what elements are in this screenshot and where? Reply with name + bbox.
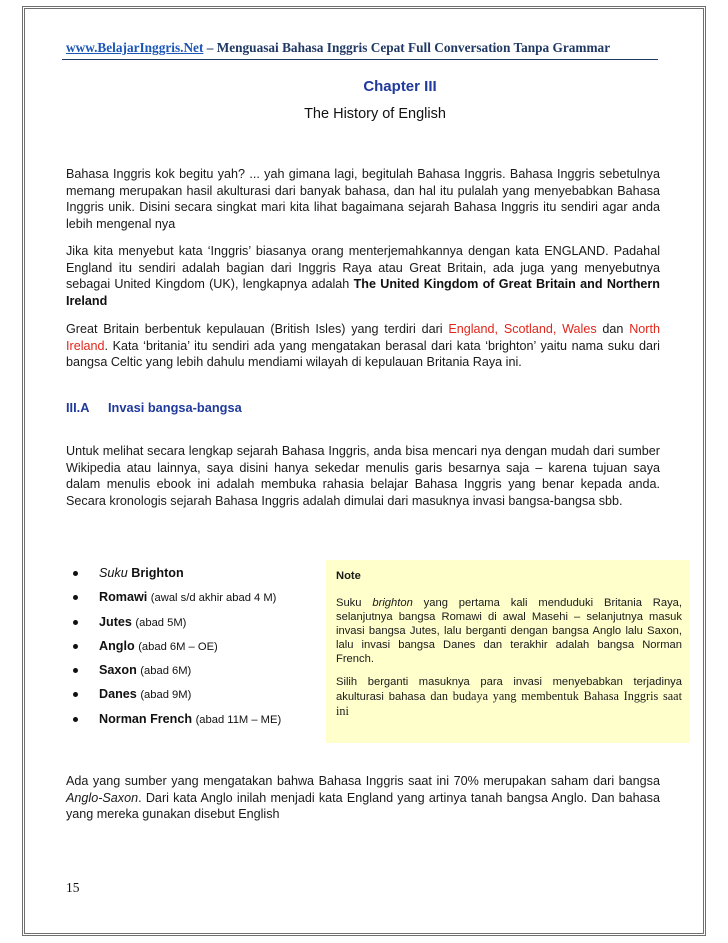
section-title: Invasi bangsa-bangsa [108, 400, 242, 415]
site-link[interactable]: www.BelajarInggris.Net [66, 40, 204, 55]
bullet-icon [73, 668, 78, 673]
note-p2-a: Silih berganti masuknya para invasi menyebabkan terjadinya akulturasi bahasa [336, 676, 682, 703]
header-rule [62, 59, 658, 60]
note-p2-serif: dan budaya yang membentuk Bahasa Inggris saat ini [336, 689, 682, 718]
paragraph-anglo-italic: Anglo-Saxon [66, 790, 139, 805]
list-item [66, 712, 316, 736]
invasion-list [66, 566, 316, 736]
list-item-name: Saxon [99, 663, 137, 678]
note-p1-b: yang pertama kali menduduki Britania Raya, selanjutnya bangsa Romawi di awal Masehi – selanjutnya masuk invasi bangsa Jutes, lalu berganti dengan bangsa Anglo lalu Saxon, lalu invasi bangsa Danes dan terakhir adalah bangsa Norman French. [336, 597, 683, 665]
list-item-detail: (abad 6M) [140, 665, 192, 678]
bullet-icon [73, 620, 78, 625]
page-header [66, 40, 686, 56]
header-separator: – [203, 40, 217, 55]
list-item [66, 639, 316, 663]
note-paragraph-1 [336, 596, 682, 666]
countries-red-text: England, Scotland, Wales [448, 322, 597, 336]
chapter-subtitle: The History of English [304, 106, 446, 122]
list-item [66, 566, 316, 590]
note-p1-a: Suku [336, 597, 373, 609]
section-heading [66, 400, 660, 415]
note-box [326, 560, 690, 743]
paragraph-anglo-b: . Dari kata Anglo inilah menjadi kata England yang artinya tanah bangsa Anglo. Dan bahasa yang mereka gunakan disebut English [66, 790, 660, 822]
paragraph-england-bold: The United Kingdom of Great Britain and Northern Ireland [66, 277, 660, 308]
list-item [66, 687, 316, 711]
bullet-icon [73, 717, 78, 722]
bullet-icon [73, 571, 78, 576]
list-item [66, 615, 316, 639]
bullet-icon [73, 644, 78, 649]
list-item-detail: (abad 11M – ME) [195, 713, 282, 726]
note-paragraph-2 [336, 675, 682, 719]
list-item-name: Jutes [99, 614, 132, 629]
paragraph-britain [66, 321, 660, 371]
section-number: III.A [66, 400, 90, 415]
list-item [66, 590, 316, 614]
list-item-detail: (abad 5M) [135, 616, 187, 629]
header-tagline: Menguasai Bahasa Inggris Cepat Full Conversation Tanpa Grammar [216, 40, 611, 55]
list-item-name: Anglo [99, 638, 135, 653]
paragraph-anglo-a: Ada yang sumber yang mengatakan bahwa Bahasa Inggris saat ini 70% merupakan saham dari bangsa [66, 774, 660, 788]
note-title: Note [336, 570, 361, 582]
paragraph-intro: Bahasa Inggris kok begitu yah? ... yah gimana lagi, begitulah Bahasa Inggris. Bahasa Inggris sebetulnya memang merupakan hasil akulturasi dari banyak bahasa, dan hal itu pulalah yang menyebabkan Bahasa Inggris unik. Disini secara singkat mari kita lihat bagaimana sejarah Bahasa Inggris itu sendiri agar anda lebih mengenal nya [66, 167, 660, 231]
list-item-name: Norman French [99, 711, 193, 726]
paragraph-britain-a: Great Britain berbentuk kepulauan (British Isles) yang terdiri dari [66, 322, 449, 336]
bullet-icon [73, 692, 78, 697]
paragraph-invasion-intro: Untuk melihat secara lengkap sejarah Bahasa Inggris, anda bisa mencari nya dengan mudah dari sumber Wikipedia atau lainnya, saya disini hanya sekedar menulis garis besarnya saja – karena tujuan saya dalam menulis ebook ini adalah membuka rahasia belajar Bahasa Inggris yang benar kepada anda. Secara kronologis sejarah Bahasa Inggris adalah dimulai dari masuknya invasi bangsa-bangsa sbb. [66, 444, 660, 508]
list-item-name: Danes [99, 687, 137, 702]
note-p1-italic: brighton [372, 597, 413, 609]
paragraph-britain-b: dan [596, 322, 630, 336]
north-ireland-red-text: North Ireland [66, 322, 660, 353]
list-item-detail: (awal s/d akhir abad 4 M) [150, 592, 277, 605]
page-number: 15 [66, 880, 80, 895]
list-item [66, 663, 316, 687]
paragraph-anglo-saxon [66, 773, 660, 823]
list-item-name: Romawi [99, 590, 148, 605]
list-item-name: Brighton [131, 566, 184, 580]
chapter-title: Chapter III [363, 78, 437, 95]
list-item-prefix: Suku [99, 566, 128, 580]
paragraph-england [66, 243, 660, 309]
list-item-detail: (abad 9M) [140, 689, 192, 702]
bullet-icon [73, 595, 78, 600]
list-item-detail: (abad 6M – OE) [138, 640, 218, 653]
paragraph-britain-c: . Kata ‘britania’ itu sendiri ada yang mengatakan berasal dari kata ‘brighton’ yaitu nama suku dari bangsa Celtic yang lebih dahulu mendiami wilayah di kepulauan Britania Raya ini. [66, 338, 660, 370]
paragraph-england-text: Jika kita menyebut kata ‘Inggris’ biasanya orang menterjemahkannya dengan kata ENGLAND. Padahal England itu sendiri adalah bagian dari Inggris Raya atau Great Britain, ada juga yang menyebutnya sebagai United Kingdom (UK), lengkapnya adalah [66, 244, 660, 292]
